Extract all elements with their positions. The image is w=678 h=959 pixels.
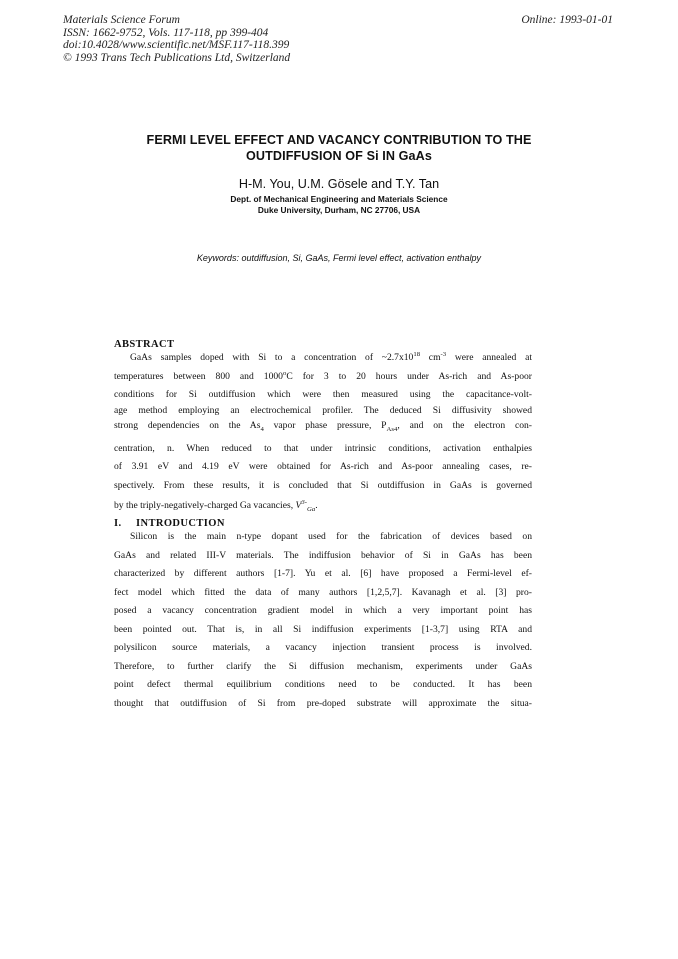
intro-line: polysilicon source materials, a vacancy injection transient process is involved. [114,642,532,653]
intro-line: Silicon is the main n-type dopant used for the fabrication of devices based on [130,531,532,542]
abstract-line: age method employing an electrochemical profiler. The deduced Si diffusivity showed [114,404,532,416]
introduction-body [114,528,532,713]
intro-line: characterized by different authors [1-7]. Yu et al. [6] have proposed a Fermi-level ef- [114,568,532,579]
affiliation [100,194,578,216]
abstract-line: strong dependencies on the $As_4$ vapor phase pressure, $P_{As4}$, and on the electron con- [114,420,533,433]
abstract-heading: ABSTRACT [114,339,175,350]
section-number: I. [114,518,122,529]
abstract-line: by the triply-negatively-charged Ga vacancies, $V^{3-}_{Ga}$. [114,498,318,513]
abstract-line: of 3.91 eV and 4.19 eV were obtained for As-rich and As-poor annealing cases, re- [114,461,532,472]
authors: H-M. You, U.M. Gösele and T.Y. Tan [238,177,440,191]
journal-name: Materials Science Forum [63,14,180,26]
issn-line: ISSN: 1662-9752, Vols. 117-118, pp 399-404 [63,26,269,39]
affiliation-line-2: Duke University, Durham, NC 27706, USA [257,205,421,215]
abstract-line: GaAs samples doped with Si to a concentration of $\sim 2.7x10^{18}$ $cm^{-3}$ were annealed at [130,350,532,363]
keywords: Keywords: outdiffusion, Si, GaAs, Fermi level effect, activation enthalpy [196,253,482,263]
title-line-2: OUTDIFFUSION OF Si IN GaAs [246,149,432,163]
intro-line: fect model which fitted the data of many authors [1,2,5,7]. Kavanagh et al. [3] pro- [114,586,532,598]
intro-line: thought that outdiffusion of Si from pre-doped substrate will approximate the situa- [114,697,532,709]
vacancy-symbol: $V^{3-}_{Ga}$ [295,498,316,513]
intro-line: posed a vacancy concentration gradient model in which a very important point has [114,605,532,616]
title-line-1: FERMI LEVEL EFFECT AND VACANCY CONTRIBUTION TO THE [146,133,532,147]
copyright-line: © 1993 Trans Tech Publications Ltd, Switzerland [63,51,291,64]
intro-line: GaAs and related III-V materials. The indiffusion behavior of Si in GaAs has been [114,549,532,561]
section-title: INTRODUCTION [136,518,225,529]
intro-line: Therefore, to further clarify the Si diffusion mechanism, experiments under GaAs [114,660,532,672]
abstract-line: conditions for Si outdiffusion which were then measured using the capacitance-volt- [114,389,532,400]
intro-line: been pointed out. That is, in all Si indiffusion experiments [1-3,7] using RTA and [114,623,532,635]
paper-title [100,132,578,164]
abstract-body [114,349,532,516]
citation-header [63,14,290,64]
online-date-text: Online: 1993-01-01 [521,14,613,26]
abstract-line: temperatures between 800 and 1000$^o$C for 3 to 20 hours under As-rich and As-poor [114,369,532,382]
affiliation-line-1: Dept. of Mechanical Engineering and Materials Science [230,194,448,204]
intro-line: point defect thermal equilibrium conditions need to be conducted. It has been [114,679,532,690]
online-date [521,14,613,27]
abstract-line: spectively. From these results, it is concluded that Si outdiffusion in GaAs is governed [114,479,532,491]
abstract-line: centration, n. When reduced to that under intrinsic conditions, activation enthalpies [114,442,532,454]
doi-line[interactable]: doi:10.4028/www.scientific.net/MSF.117-118.399 [63,39,290,52]
